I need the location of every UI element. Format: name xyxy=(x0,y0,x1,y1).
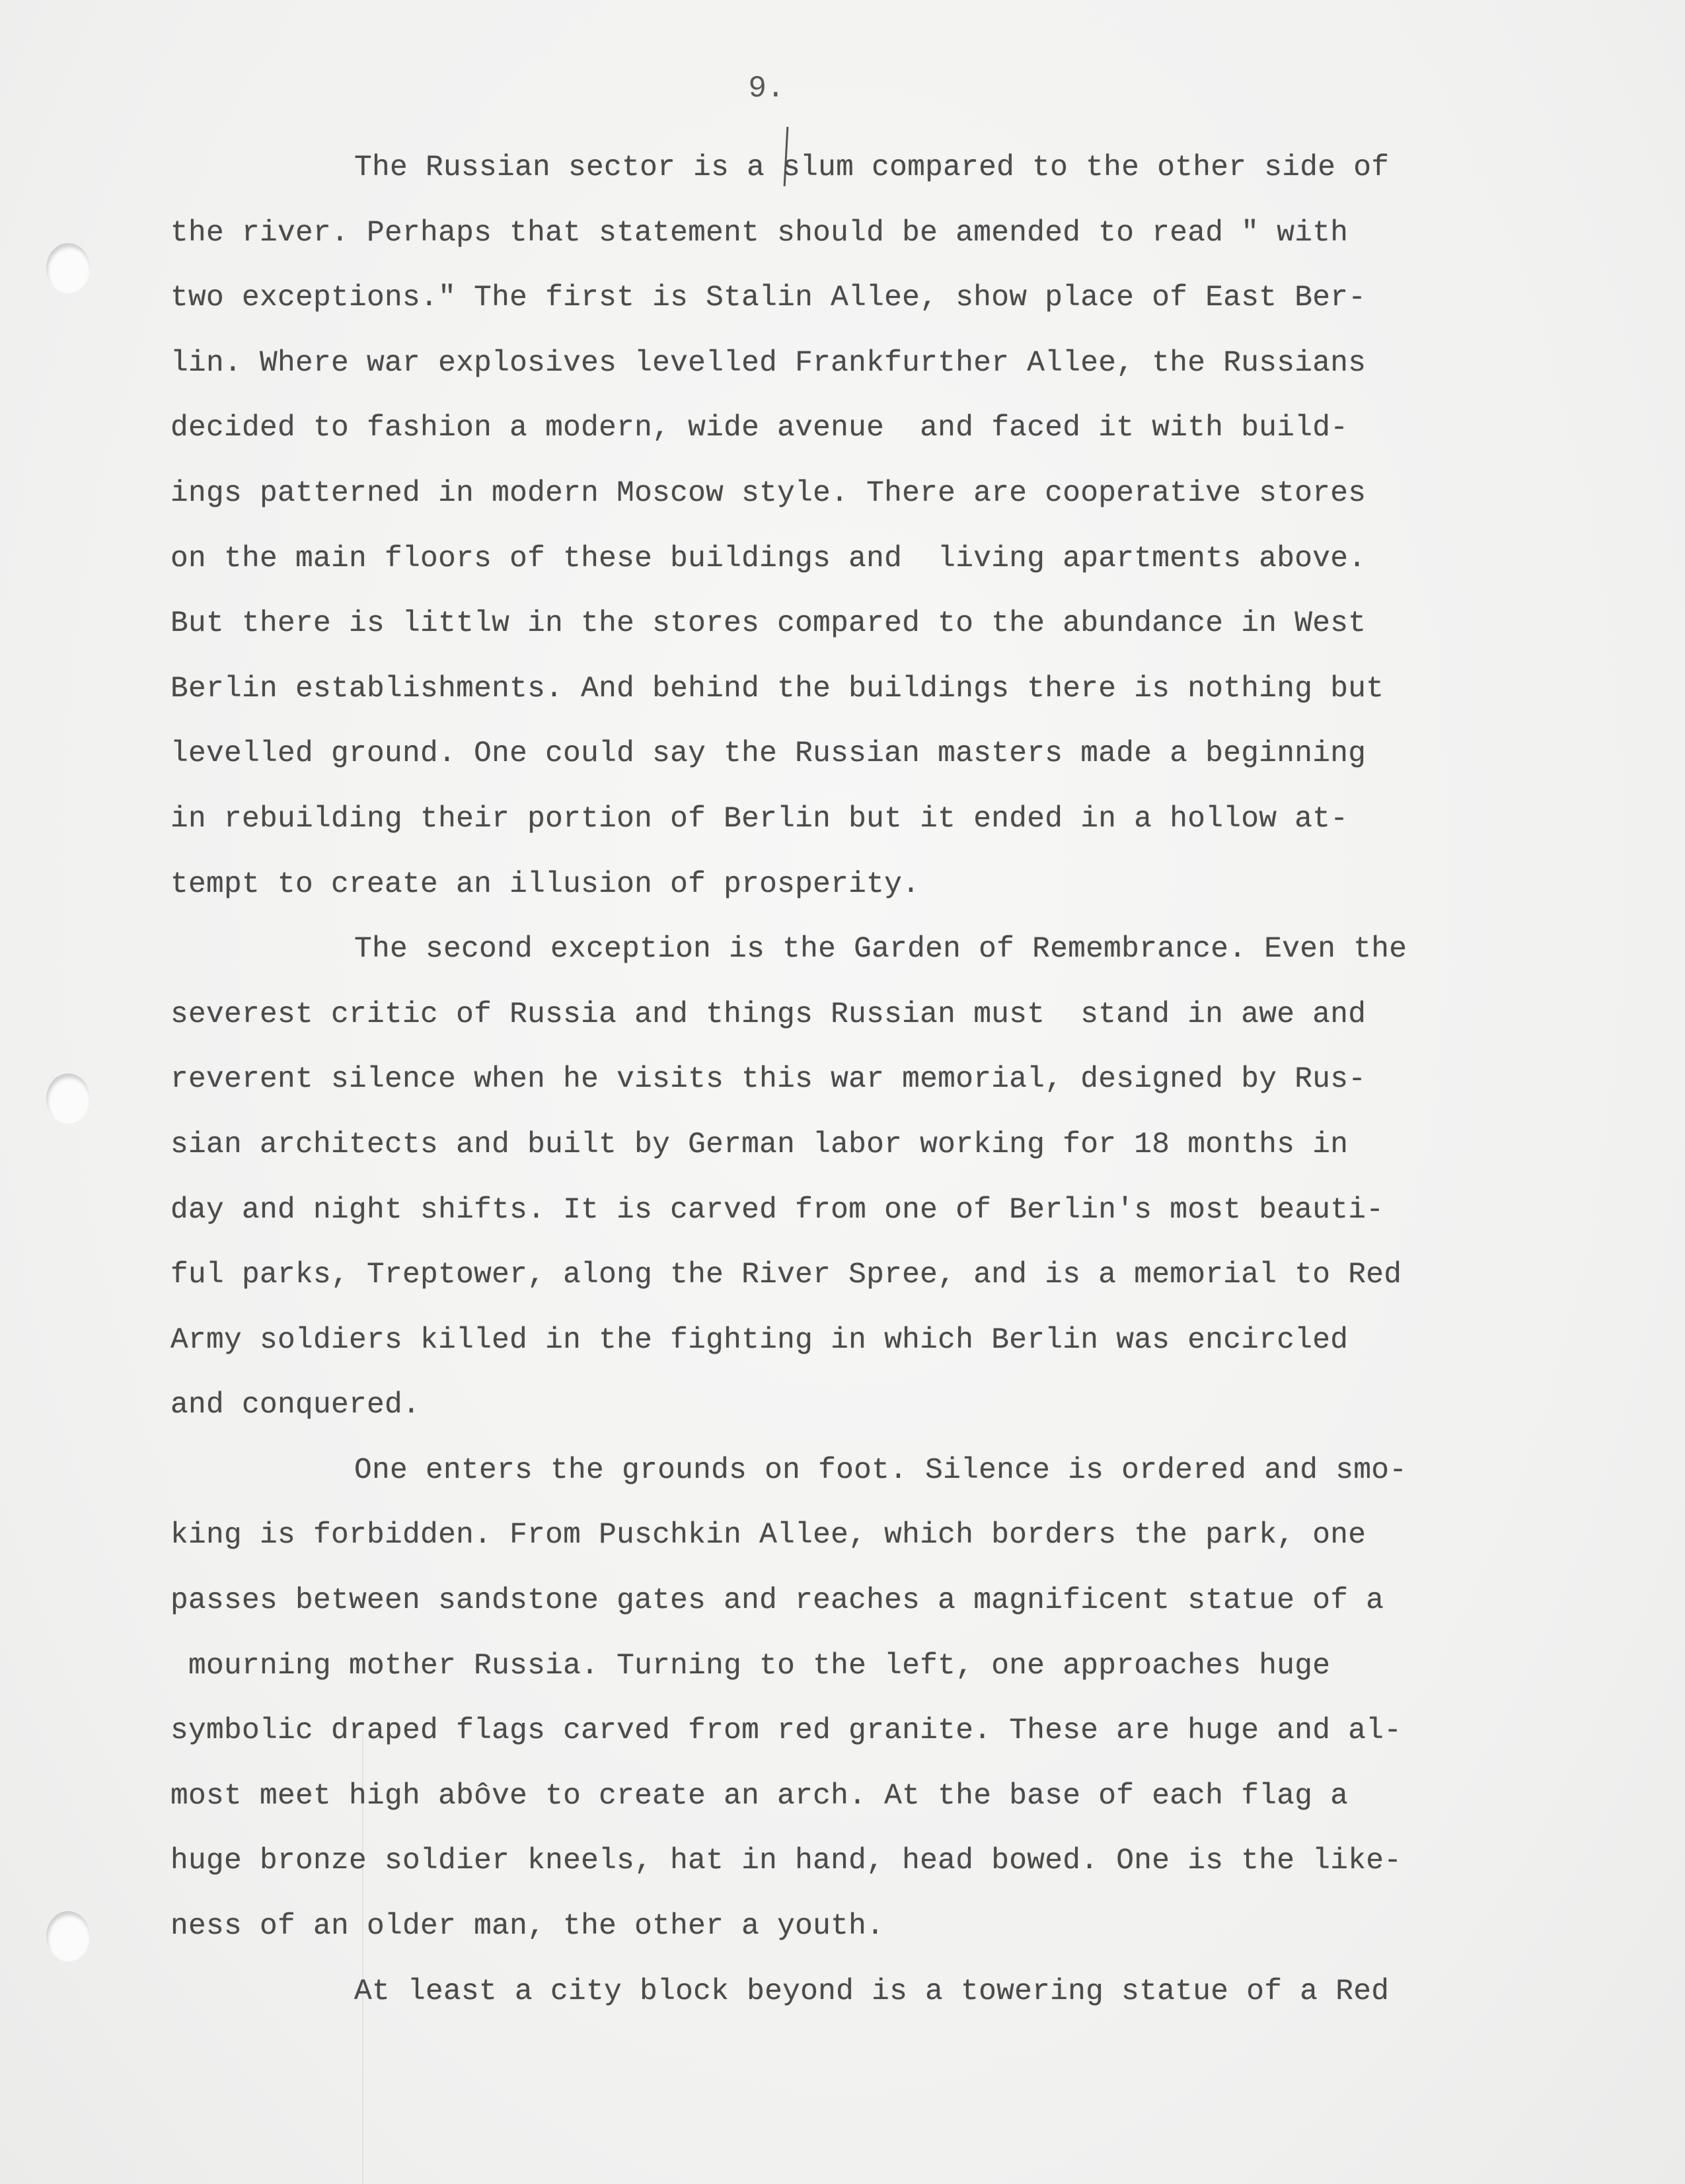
text-line: on the main floors of these buildings and living apartments above. xyxy=(170,542,1367,575)
text-line: sian architects and built by German labor working for 18 months in xyxy=(170,1128,1349,1161)
text-line: the river. Perhaps that statement should be amended to read " with xyxy=(170,216,1349,250)
text-line: in rebuilding their portion of Berlin but it ended in a hollow at- xyxy=(170,802,1349,836)
text-line: The second exception is the Garden of Remembrance. Even the xyxy=(354,933,1407,966)
paragraph-4 xyxy=(170,1959,1591,2025)
text-line: and conquered. xyxy=(170,1389,421,1422)
text-line: lin. Where war explosives levelled Frankfurther Allee, the Russians xyxy=(170,346,1367,380)
text-line: symbolic draped flags carved from red granite. These are huge and al- xyxy=(170,1714,1402,1748)
text-line: most meet high abôve to create an arch. At the base of each flag a xyxy=(170,1779,1349,1813)
text-line: ful parks, Treptower, along the River Spree, and is a memorial to Red xyxy=(170,1258,1402,1292)
paragraph-1 xyxy=(170,135,1591,917)
text-line: king is forbidden. From Puschkin Allee, which borders the park, one xyxy=(170,1519,1367,1552)
punch-hole-top xyxy=(46,243,90,293)
text-line: ness of an older man, the other a youth. xyxy=(170,1910,885,1944)
text-line: At least a city block beyond is a towering statue of a Red xyxy=(354,1975,1390,2008)
text-line: huge bronze soldier kneels, hat in hand, head bowed. One is the like- xyxy=(170,1844,1402,1878)
text-line: severest critic of Russia and things Russian must stand in awe and xyxy=(170,998,1367,1031)
body-text xyxy=(170,135,1591,2024)
text-line: passes between sandstone gates and reaches a magnificent statue of a xyxy=(170,1584,1384,1618)
text-line: The Russian sector is a slum compared to the other side of xyxy=(354,151,1390,184)
paragraph-3 xyxy=(170,1438,1591,1959)
page-number: 9. xyxy=(748,71,785,106)
text-line: levelled ground. One could say the Russian masters made a beginning xyxy=(170,737,1367,771)
text-line: day and night shifts. It is carved from one of Berlin's most beauti- xyxy=(170,1193,1384,1227)
text-line: But there is littlw in the stores compared to the abundance in West xyxy=(170,607,1367,641)
text-line: decided to fashion a modern, wide avenue and faced it with build- xyxy=(170,412,1349,445)
punch-hole-middle xyxy=(46,1074,90,1124)
text-line: Berlin establishments. And behind the buildings there is nothing but xyxy=(170,672,1384,706)
paragraph-2 xyxy=(170,917,1591,1438)
text-line: One enters the grounds on foot. Silence is ordered and smo- xyxy=(354,1453,1407,1487)
punch-hole-bottom xyxy=(46,1911,90,1961)
text-line: ings patterned in modern Moscow style. There are cooperative stores xyxy=(170,476,1367,510)
text-line: two exceptions." The first is Stalin Allee, show place of East Ber- xyxy=(170,281,1367,315)
text-line: mourning mother Russia. Turning to the left, one approaches huge xyxy=(170,1649,1331,1683)
text-line: reverent silence when he visits this war memorial, designed by Rus- xyxy=(170,1063,1367,1097)
text-line: Army soldiers killed in the fighting in which Berlin was encircled xyxy=(170,1323,1349,1357)
text-line: tempt to create an illusion of prosperity. xyxy=(170,867,920,901)
